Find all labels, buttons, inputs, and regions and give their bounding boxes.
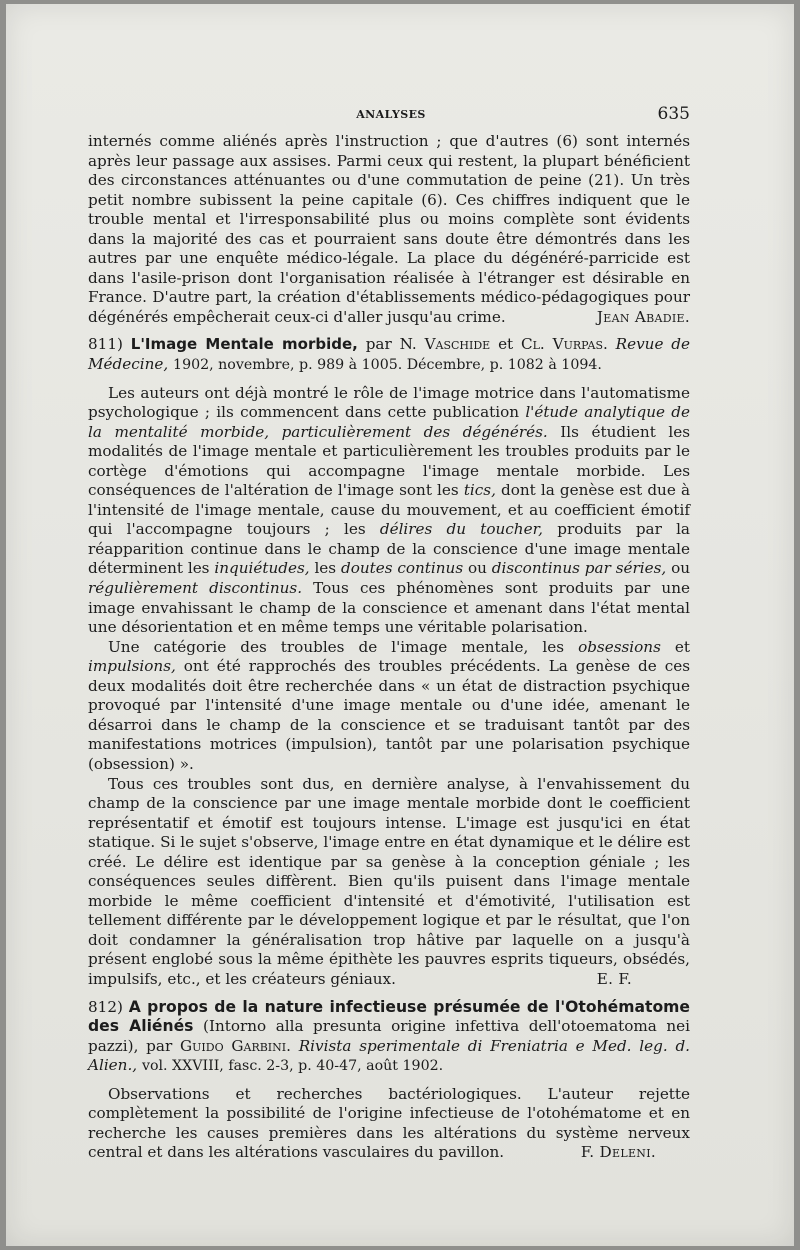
italic-run: délires du toucher, [379, 520, 543, 539]
italic-run: doutes continus [340, 559, 464, 578]
text-run: produits par la réapparition continue dans le champ de la conscience d'une image mentale déterminent les [88, 520, 690, 578]
entry-811-paragraph-1 [88, 384, 690, 638]
text-run: dont la genèse est due à l'intensité de l'image mentale, cause du mouvement, et au coefficient émotif qui l'accompagne toujours ; les [88, 481, 690, 539]
entry-author: N. Vaschide [399, 335, 491, 354]
entry-by: par [146, 1036, 173, 1055]
entry-journal: Revue de Médecine, [88, 335, 690, 374]
text-run: Les auteurs ont déjà montré le rôle de l'image motrice dans l'automatisme psychologique ; ils commencent dans cette publication [88, 383, 690, 422]
signature-deleni: F. Deleni. [580, 1143, 656, 1162]
book-page [6, 4, 794, 1246]
text-run: ou [666, 559, 690, 578]
italic-run: obsessions [578, 637, 661, 656]
entry-by: par [365, 335, 392, 354]
entry-author: Cl. Vurpas. [521, 335, 608, 354]
entry-812-paragraph [88, 1085, 690, 1163]
signature-abadie: Jean Abadie. [596, 307, 690, 326]
entry-number: 811) [88, 335, 123, 354]
entry-812-heading [88, 998, 690, 1077]
entry-subtitle: (Intorno alla presunta origine infettiva dell'otoematoma nei pazzi), [88, 1017, 691, 1055]
entry-811-paragraph-2 [88, 638, 690, 775]
text-run: Observations et recherches bactériologiques. L'auteur rejette complètement la possibilité de l'origine infectieuse de l'otohématome et en recherche les causes premières dans les altérations du système nerveux central et dans les altérations vasculaires du pavillon. [88, 1084, 690, 1162]
text-run: Ils étudient les modalités de l'image mentale et particulièrement les troubles produits par le cortège d'émotions qui accompagne l'image mentale morbide. Les conséquences de l'altération de l'image sont les [88, 422, 690, 500]
text-run: les [309, 559, 341, 578]
page-header [94, 104, 688, 128]
entry-reference: 1902, novembre, p. 989 à 1005. Décembre, p. 1082 à 1094. [173, 357, 602, 374]
italic-run: tics, [463, 481, 496, 500]
signature-ef: E. F. [596, 969, 632, 988]
running-head: ANALYSES [356, 108, 426, 121]
continuation-paragraph [88, 132, 690, 327]
entry-title: L'Image Mentale morbide, [130, 335, 358, 354]
italic-run: régulièrement discontinus. [88, 579, 303, 598]
text-run: ont été rapprochés des troubles précédents. La genèse de ces deux modalités doit être recherchée dans « un état de distraction psychique provoqué par l'intensité d'une image mentale ou d'une idée, amenant le désarroi dans le champ de la conscience et se traduisant tantôt par des manifestations motrices (impulsion), tantôt par une polarisation psychique (obsession) ». [88, 657, 690, 773]
text-run: Tous ces troubles sont dus, en dernière analyse, à l'envahissement du champ de la conscience par une image mentale morbide dont le coefficient représentatif et émotif est toujours intense. L'image est jusqu'ici en état statique. Si le sujet s'observe, l'image entre en état dynamique et le délire est créé. Le délire est identique par sa genèse à la conception géniale ; les conséquences seules diffèrent. Bien qu'ils puisent dans l'image mentale morbide le même coefficient d'intensité et d'émotivité, l'utilisation est tellement différente par le développement logique et par le résultat, que l'on doit condamner la généralisation trop hâtive par laquelle on a jusqu'à présent englobé sous la même épithète les pauvres esprits tiqueurs, obsédés, impulsifs, etc., et les créateurs géniaux. [88, 774, 690, 988]
italic-run: impulsions, [88, 657, 176, 676]
entry-811-heading [88, 335, 690, 375]
text-run: Tous ces phénomènes sont produits par une image envahissant le champ de la conscience et amenant dans l'état mental une désorientation et en même temps une véritable polarisation. [88, 579, 690, 637]
italic-run: l'étude analytique de la mentalité morbide, particulièrement des dégénérés. [88, 403, 691, 441]
text-run: et [660, 637, 691, 656]
continuation-text: internés comme aliénés après l'instruction ; que d'autres (6) sont internés après leur passage aux assises. Parmi ceux qui restent, la plupart bénéficient des circonstances atténuantes ou d'une commutation de peine (21). Un très petit nombre subissent la peine capitale (6). Ces chiffres indiquent que le trouble mental et l'irresponsabilité plus ou moins complète sont évidents dans la majorité des cas et pourraient sans doute être démontrés dans les autres par une enquête médico-légale. La place du dégénéré-parricide est dans l'asile-prison dont l'organisation réalisée à l'étranger est désirable en France. D'autre part, la création d'établissements médico-pédagogiques pour dégénérés empêcherait ceux-ci d'aller jusqu'au crime. [88, 132, 690, 326]
entry-811-paragraph-3 [88, 775, 690, 990]
entry-reference: vol. XXVIII, fasc. 2-3, p. 40-47, août 1902. [141, 1058, 444, 1075]
page-body [88, 132, 690, 1163]
entry-journal: Rivista sperimentale di Freniatria e Med. leg. d. Alien., [88, 1036, 691, 1075]
italic-run: discontinus par séries, [491, 559, 667, 578]
entry-number: 812) [88, 997, 123, 1016]
text-run: Une catégorie des troubles de l'image mentale, les [108, 637, 579, 656]
entry-and: et [498, 335, 514, 354]
entry-title: A propos de la nature infectieuse présumée de l'Otohématome des Aliénés [88, 997, 691, 1036]
text-run: ou [463, 559, 492, 578]
entry-author: Guido Garbini. [180, 1036, 291, 1055]
italic-run: inquiétudes, [214, 559, 310, 578]
page-number: 635 [657, 104, 690, 124]
